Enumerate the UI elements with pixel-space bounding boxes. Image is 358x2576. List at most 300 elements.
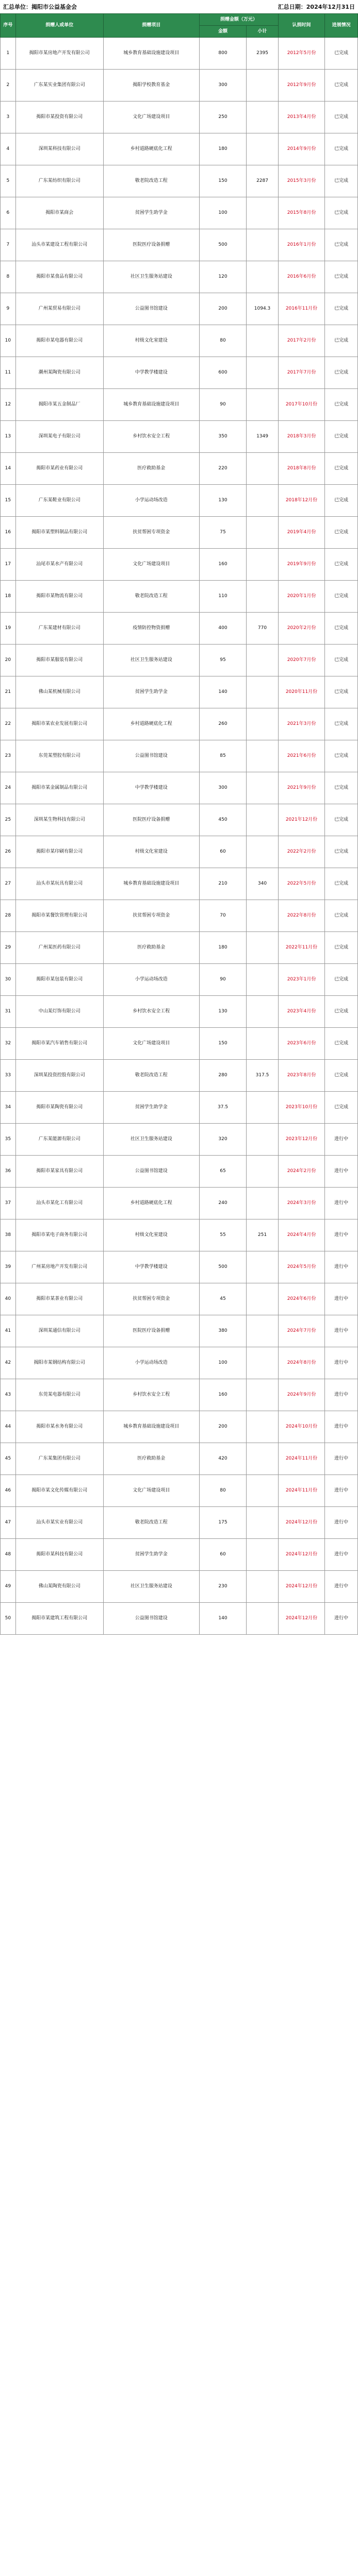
- cell-time: 2012年5月份: [278, 38, 324, 70]
- cell-time: 2024年12月份: [278, 1571, 324, 1603]
- donation-table: [0, 13, 358, 1635]
- table-row: [1, 613, 358, 645]
- cell-amount: 70: [199, 900, 246, 932]
- cell-no: 33: [1, 1060, 16, 1092]
- cell-subtotal: [247, 325, 279, 357]
- cell-amount: 800: [199, 38, 246, 70]
- cell-amount: 300: [199, 70, 246, 101]
- cell-amount: 260: [199, 708, 246, 740]
- cell-no: 35: [1, 1124, 16, 1156]
- cell-amount: 85: [199, 740, 246, 772]
- cell-state: 已完成: [325, 133, 358, 165]
- cell-no: 3: [1, 101, 16, 133]
- table-row: [1, 1283, 358, 1315]
- cell-no: 38: [1, 1219, 16, 1251]
- cell-amount: 230: [199, 1571, 246, 1603]
- cell-subtotal: [247, 517, 279, 549]
- cell-time: 2024年6月份: [278, 1283, 324, 1315]
- cell-subtotal: [247, 900, 279, 932]
- cell-state: 进行中: [325, 1603, 358, 1635]
- cell-state: 已完成: [325, 1060, 358, 1092]
- cell-unit: 广东某实业集团有限公司: [15, 70, 103, 101]
- cell-amount: 120: [199, 261, 246, 293]
- cell-amount: 175: [199, 1507, 246, 1539]
- cell-project: 文化广场建设项目: [103, 549, 199, 581]
- cell-subtotal: [247, 1379, 279, 1411]
- cell-unit: 揭阳市某印刷有限公司: [15, 836, 103, 868]
- table-row: [1, 1188, 358, 1219]
- table-row: [1, 197, 358, 229]
- cell-subtotal: [247, 932, 279, 964]
- cell-state: 已完成: [325, 453, 358, 485]
- cell-unit: 东莞某电器有限公司: [15, 1379, 103, 1411]
- cell-time: 2024年3月份: [278, 1188, 324, 1219]
- col-subtotal: 小计: [247, 26, 279, 38]
- table-row: [1, 133, 358, 165]
- cell-time: 2024年8月份: [278, 1347, 324, 1379]
- cell-project: 扶贫帮困专项资金: [103, 900, 199, 932]
- cell-state: 已完成: [325, 517, 358, 549]
- cell-subtotal: [247, 836, 279, 868]
- cell-amount: 130: [199, 996, 246, 1028]
- table-row: [1, 101, 358, 133]
- cell-unit: 揭阳市某塑料制品有限公司: [15, 517, 103, 549]
- table-row: [1, 421, 358, 453]
- cell-amount: 250: [199, 101, 246, 133]
- table-row: [1, 836, 358, 868]
- cell-state: 已完成: [325, 325, 358, 357]
- cell-unit: 揭阳市某家具有限公司: [15, 1156, 103, 1188]
- cell-unit: 汕尾市某水产有限公司: [15, 549, 103, 581]
- table-row: [1, 1475, 358, 1507]
- summary-header: [0, 0, 358, 13]
- cell-no: 40: [1, 1283, 16, 1315]
- cell-time: 2024年7月份: [278, 1315, 324, 1347]
- col-unit: 捐赠人或单位: [15, 14, 103, 38]
- cell-unit: 广东某鞋业有限公司: [15, 485, 103, 517]
- cell-unit: 揭阳市某五金制品厂: [15, 389, 103, 421]
- cell-project: 敬老院改造工程: [103, 1507, 199, 1539]
- cell-unit: 汕头市某实业有限公司: [15, 1507, 103, 1539]
- cell-project: 贫困学生助学金: [103, 1092, 199, 1124]
- cell-project: 小学运动场改造: [103, 485, 199, 517]
- cell-project: 扶贫帮困专项资金: [103, 1283, 199, 1315]
- table-row: [1, 1156, 358, 1188]
- cell-time: 2016年1月份: [278, 229, 324, 261]
- cell-amount: 210: [199, 868, 246, 900]
- cell-subtotal: 317.5: [247, 1060, 279, 1092]
- cell-unit: 揭阳市某包装有限公司: [15, 964, 103, 996]
- cell-no: 14: [1, 453, 16, 485]
- cell-state: 进行中: [325, 1411, 358, 1443]
- cell-state: 已完成: [325, 485, 358, 517]
- cell-subtotal: [247, 1283, 279, 1315]
- table-row: [1, 1315, 358, 1347]
- table-row: [1, 293, 358, 325]
- cell-no: 23: [1, 740, 16, 772]
- cell-no: 1: [1, 38, 16, 70]
- col-time: 认捐时间: [278, 14, 324, 38]
- cell-subtotal: [247, 1347, 279, 1379]
- cell-project: 中学教学楼建设: [103, 772, 199, 804]
- cell-subtotal: [247, 1539, 279, 1571]
- cell-time: 2020年2月份: [278, 613, 324, 645]
- cell-amount: 45: [199, 1283, 246, 1315]
- cell-time: 2022年11月份: [278, 932, 324, 964]
- table-row: [1, 1347, 358, 1379]
- cell-project: 城乡教育基础设施建设项目: [103, 1411, 199, 1443]
- cell-time: 2016年6月份: [278, 261, 324, 293]
- cell-project: 敬老院改造工程: [103, 581, 199, 613]
- cell-subtotal: 2395: [247, 38, 279, 70]
- cell-project: 敬老院改造工程: [103, 165, 199, 197]
- cell-no: 28: [1, 900, 16, 932]
- cell-time: 2016年11月份: [278, 293, 324, 325]
- cell-no: 20: [1, 645, 16, 676]
- cell-amount: 600: [199, 357, 246, 389]
- cell-project: 小学运动场改造: [103, 1347, 199, 1379]
- cell-no: 17: [1, 549, 16, 581]
- cell-amount: 280: [199, 1060, 246, 1092]
- cell-amount: 200: [199, 1411, 246, 1443]
- cell-project: 扶贫帮困专项资金: [103, 517, 199, 549]
- cell-subtotal: [247, 1315, 279, 1347]
- table-row: [1, 549, 358, 581]
- cell-time: 2018年8月份: [278, 453, 324, 485]
- cell-state: 进行中: [325, 1188, 358, 1219]
- cell-time: 2024年10月份: [278, 1411, 324, 1443]
- cell-time: 2017年10月份: [278, 389, 324, 421]
- table-row: [1, 868, 358, 900]
- cell-unit: 揭阳市某钢结构有限公司: [15, 1347, 103, 1379]
- cell-no: 42: [1, 1347, 16, 1379]
- cell-unit: 揭阳市某茶业有限公司: [15, 1283, 103, 1315]
- cell-project: 社区卫生服务站建设: [103, 1571, 199, 1603]
- cell-state: 已完成: [325, 70, 358, 101]
- cell-no: 12: [1, 389, 16, 421]
- cell-subtotal: [247, 740, 279, 772]
- cell-project: 乡村饮水安全工程: [103, 1379, 199, 1411]
- cell-state: 已完成: [325, 836, 358, 868]
- col-project: 捐赠项目: [103, 14, 199, 38]
- cell-unit: 揭阳市某食品有限公司: [15, 261, 103, 293]
- cell-subtotal: [247, 133, 279, 165]
- cell-state: 已完成: [325, 261, 358, 293]
- cell-no: 41: [1, 1315, 16, 1347]
- table-row: [1, 1219, 358, 1251]
- cell-no: 10: [1, 325, 16, 357]
- cell-time: 2024年9月份: [278, 1379, 324, 1411]
- table-row: [1, 964, 358, 996]
- table-row: [1, 676, 358, 708]
- cell-no: 25: [1, 804, 16, 836]
- cell-project: 中学教学楼建设: [103, 357, 199, 389]
- cell-unit: 汕头市某玩具有限公司: [15, 868, 103, 900]
- cell-project: 社区卫生服务站建设: [103, 645, 199, 676]
- cell-subtotal: [247, 1603, 279, 1635]
- cell-amount: 220: [199, 453, 246, 485]
- table-row: [1, 804, 358, 836]
- cell-unit: 揭阳市某投资有限公司: [15, 101, 103, 133]
- cell-time: 2024年12月份: [278, 1539, 324, 1571]
- table-row: [1, 165, 358, 197]
- cell-amount: 140: [199, 676, 246, 708]
- cell-unit: 中山某灯饰有限公司: [15, 996, 103, 1028]
- cell-amount: 200: [199, 293, 246, 325]
- cell-amount: 80: [199, 325, 246, 357]
- cell-subtotal: 770: [247, 613, 279, 645]
- cell-amount: 37.5: [199, 1092, 246, 1124]
- cell-time: 2013年4月份: [278, 101, 324, 133]
- table-row: [1, 389, 358, 421]
- cell-project: 医院医疗设备捐赠: [103, 1315, 199, 1347]
- cell-amount: 160: [199, 1379, 246, 1411]
- cell-time: 2015年3月份: [278, 165, 324, 197]
- cell-amount: 75: [199, 517, 246, 549]
- cell-no: 31: [1, 996, 16, 1028]
- cell-project: 医院医疗设备捐赠: [103, 229, 199, 261]
- cell-unit: 揭阳市某物流有限公司: [15, 581, 103, 613]
- cell-state: 已完成: [325, 613, 358, 645]
- cell-amount: 65: [199, 1156, 246, 1188]
- table-row: [1, 1060, 358, 1092]
- cell-unit: 揭阳市某农业发展有限公司: [15, 708, 103, 740]
- cell-unit: 广东某集团有限公司: [15, 1443, 103, 1475]
- cell-state: 已完成: [325, 964, 358, 996]
- cell-time: 2018年12月份: [278, 485, 324, 517]
- cell-unit: 深圳某电子有限公司: [15, 421, 103, 453]
- cell-time: 2023年8月份: [278, 1060, 324, 1092]
- cell-subtotal: 2287: [247, 165, 279, 197]
- cell-unit: 汕头市某化工有限公司: [15, 1188, 103, 1219]
- col-amount-group: 捐赠金额（万元）: [199, 14, 278, 26]
- cell-subtotal: [247, 676, 279, 708]
- cell-state: 已完成: [325, 868, 358, 900]
- table-row: [1, 1251, 358, 1283]
- cell-subtotal: [247, 804, 279, 836]
- cell-unit: 揭阳市某药业有限公司: [15, 453, 103, 485]
- cell-state: 已完成: [325, 549, 358, 581]
- cell-time: 2022年2月份: [278, 836, 324, 868]
- cell-state: 进行中: [325, 1539, 358, 1571]
- cell-unit: 揭阳市某金属制品有限公司: [15, 772, 103, 804]
- cell-amount: 60: [199, 836, 246, 868]
- cell-project: 揭阳学校教育基金: [103, 70, 199, 101]
- cell-project: 社区卫生服务站建设: [103, 1124, 199, 1156]
- cell-no: 48: [1, 1539, 16, 1571]
- table-row: [1, 229, 358, 261]
- cell-amount: 150: [199, 165, 246, 197]
- cell-amount: 95: [199, 645, 246, 676]
- cell-subtotal: 340: [247, 868, 279, 900]
- cell-time: 2021年6月份: [278, 740, 324, 772]
- cell-amount: 420: [199, 1443, 246, 1475]
- cell-state: 进行中: [325, 1283, 358, 1315]
- cell-unit: 佛山某陶瓷有限公司: [15, 1571, 103, 1603]
- cell-subtotal: [247, 389, 279, 421]
- cell-project: 医疗救助基金: [103, 453, 199, 485]
- cell-subtotal: [247, 70, 279, 101]
- cell-project: 文化广场建设项目: [103, 101, 199, 133]
- table-header: [1, 14, 358, 38]
- cell-time: 2023年12月份: [278, 1124, 324, 1156]
- cell-time: 2021年3月份: [278, 708, 324, 740]
- cell-state: 进行中: [325, 1379, 358, 1411]
- cell-no: 13: [1, 421, 16, 453]
- cell-unit: 揭阳市某建筑工程有限公司: [15, 1603, 103, 1635]
- cell-amount: 90: [199, 389, 246, 421]
- cell-no: 19: [1, 613, 16, 645]
- cell-no: 34: [1, 1092, 16, 1124]
- table-row: [1, 708, 358, 740]
- cell-subtotal: [247, 1475, 279, 1507]
- cell-no: 21: [1, 676, 16, 708]
- cell-time: 2023年4月份: [278, 996, 324, 1028]
- cell-unit: 揭阳市某科技有限公司: [15, 1539, 103, 1571]
- cell-state: 已完成: [325, 581, 358, 613]
- cell-state: 已完成: [325, 708, 358, 740]
- table-row: [1, 1571, 358, 1603]
- cell-unit: 揭阳市某文化传媒有限公司: [15, 1475, 103, 1507]
- col-state: 进展情况: [325, 14, 358, 38]
- cell-time: 2023年6月份: [278, 1028, 324, 1060]
- cell-amount: 450: [199, 804, 246, 836]
- cell-no: 8: [1, 261, 16, 293]
- cell-state: 已完成: [325, 101, 358, 133]
- cell-time: 2023年10月份: [278, 1092, 324, 1124]
- cell-subtotal: [247, 1411, 279, 1443]
- cell-no: 50: [1, 1603, 16, 1635]
- cell-time: 2015年8月份: [278, 197, 324, 229]
- cell-time: 2020年7月份: [278, 645, 324, 676]
- cell-subtotal: 1094.3: [247, 293, 279, 325]
- cell-state: 进行中: [325, 1315, 358, 1347]
- cell-project: 城乡教育基础设施建设项目: [103, 868, 199, 900]
- cell-amount: 320: [199, 1124, 246, 1156]
- cell-subtotal: [247, 101, 279, 133]
- cell-no: 44: [1, 1411, 16, 1443]
- cell-time: 2024年4月份: [278, 1219, 324, 1251]
- cell-project: 医疗救助基金: [103, 932, 199, 964]
- table-row: [1, 1539, 358, 1571]
- cell-time: 2020年1月份: [278, 581, 324, 613]
- cell-no: 2: [1, 70, 16, 101]
- cell-no: 22: [1, 708, 16, 740]
- cell-time: 2024年11月份: [278, 1475, 324, 1507]
- cell-time: 2019年4月份: [278, 517, 324, 549]
- cell-amount: 80: [199, 1475, 246, 1507]
- cell-no: 27: [1, 868, 16, 900]
- cell-project: 村级文化室建设: [103, 836, 199, 868]
- cell-project: 乡村饮水安全工程: [103, 421, 199, 453]
- table-row: [1, 261, 358, 293]
- cell-subtotal: [247, 1188, 279, 1219]
- cell-state: 进行中: [325, 1507, 358, 1539]
- summary-date: 汇总日期：2024年12月31日: [278, 4, 355, 10]
- cell-unit: 揭阳市某房地产开发有限公司: [15, 38, 103, 70]
- cell-state: 已完成: [325, 293, 358, 325]
- cell-state: 进行中: [325, 1347, 358, 1379]
- cell-subtotal: [247, 549, 279, 581]
- cell-subtotal: [247, 1028, 279, 1060]
- cell-subtotal: [247, 645, 279, 676]
- cell-unit: 揭阳市某陶瓷有限公司: [15, 1092, 103, 1124]
- table-row: [1, 1028, 358, 1060]
- cell-unit: 广东某能源有限公司: [15, 1124, 103, 1156]
- cell-no: 4: [1, 133, 16, 165]
- cell-subtotal: [247, 772, 279, 804]
- cell-subtotal: [247, 197, 279, 229]
- cell-project: 乡村道路硬底化工程: [103, 133, 199, 165]
- cell-subtotal: [247, 485, 279, 517]
- table-row: [1, 453, 358, 485]
- cell-project: 村级文化室建设: [103, 1219, 199, 1251]
- cell-project: 公益图书馆建设: [103, 1603, 199, 1635]
- cell-time: 2017年7月份: [278, 357, 324, 389]
- cell-project: 贫困学生助学金: [103, 1539, 199, 1571]
- cell-state: 已完成: [325, 740, 358, 772]
- cell-no: 26: [1, 836, 16, 868]
- cell-amount: 150: [199, 1028, 246, 1060]
- cell-state: 已完成: [325, 676, 358, 708]
- table-row: [1, 325, 358, 357]
- table-body: [1, 38, 358, 1635]
- cell-time: 2024年11月份: [278, 1443, 324, 1475]
- cell-project: 社区卫生服务站建设: [103, 261, 199, 293]
- cell-project: 贫困学生助学金: [103, 197, 199, 229]
- cell-subtotal: [247, 229, 279, 261]
- cell-state: 已完成: [325, 1092, 358, 1124]
- cell-time: 2022年5月份: [278, 868, 324, 900]
- cell-project: 小学运动场改造: [103, 964, 199, 996]
- cell-state: 进行中: [325, 1156, 358, 1188]
- cell-no: 47: [1, 1507, 16, 1539]
- cell-unit: 东莞某塑胶有限公司: [15, 740, 103, 772]
- cell-no: 36: [1, 1156, 16, 1188]
- cell-no: 11: [1, 357, 16, 389]
- cell-state: 已完成: [325, 996, 358, 1028]
- cell-no: 9: [1, 293, 16, 325]
- cell-project: 公益图书馆建设: [103, 740, 199, 772]
- cell-project: 敬老院改造工程: [103, 1060, 199, 1092]
- cell-subtotal: [247, 1571, 279, 1603]
- cell-unit: 深圳某投资控股有限公司: [15, 1060, 103, 1092]
- cell-amount: 350: [199, 421, 246, 453]
- cell-unit: 广州某房地产开发有限公司: [15, 1251, 103, 1283]
- cell-amount: 140: [199, 1603, 246, 1635]
- cell-amount: 180: [199, 133, 246, 165]
- cell-unit: 揭阳市某汽车销售有限公司: [15, 1028, 103, 1060]
- table-row: [1, 740, 358, 772]
- cell-subtotal: [247, 261, 279, 293]
- cell-unit: 佛山某机械有限公司: [15, 676, 103, 708]
- cell-amount: 130: [199, 485, 246, 517]
- cell-no: 18: [1, 581, 16, 613]
- table-row: [1, 1411, 358, 1443]
- cell-subtotal: [247, 964, 279, 996]
- table-row: [1, 1603, 358, 1635]
- cell-time: 2017年2月份: [278, 325, 324, 357]
- table-row: [1, 38, 358, 70]
- cell-unit: 揭阳市某商会: [15, 197, 103, 229]
- table-row: [1, 517, 358, 549]
- cell-project: 中学教学楼建设: [103, 1251, 199, 1283]
- cell-unit: 揭阳市某餐饮管理有限公司: [15, 900, 103, 932]
- cell-project: 公益图书馆建设: [103, 1156, 199, 1188]
- cell-state: 进行中: [325, 1251, 358, 1283]
- cell-unit: 广州某医药有限公司: [15, 932, 103, 964]
- cell-state: 进行中: [325, 1124, 358, 1156]
